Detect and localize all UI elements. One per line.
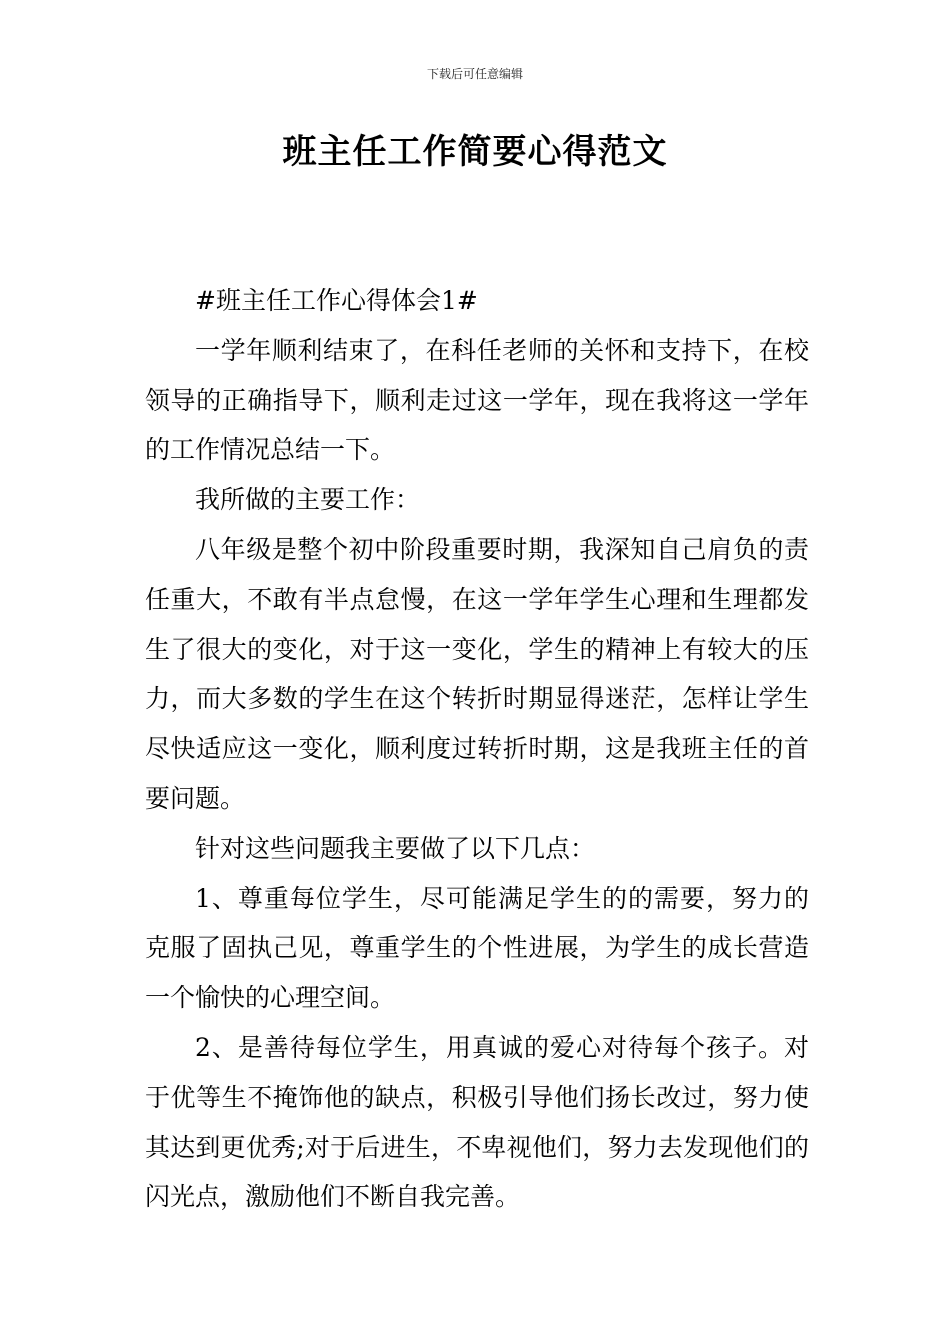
paragraph-main-work-heading: 我所做的主要工作： <box>195 485 421 515</box>
section-heading: #班主任工作心得体会1# <box>195 286 478 315</box>
paragraph-grade-eight: 八年级是整个初中阶段重要时期，我深知自己肩负的责任重大，不敢有半点怠慢，在这一学年学生心理和生理都发生了很大的变化，对于这一变化，学生的精神上有较大的压力，而大多数的学生在这个转折时期显得迷茫，怎样让学生尽快适应这一变化，顺利度过转折时期，这是我班主任的首要问题。 <box>145 534 809 813</box>
document-body <box>145 276 809 1222</box>
paragraph-point-2: 2、是善待每位学生，用真诚的爱心对待每个孩子。对于优等生不掩饰他的缺点，积极引导他们扬长改过，努力使其达到更优秀;对于后进生，不卑视他们，努力去发现他们的闪光点，激励他们不断自我完善。 <box>145 1032 809 1212</box>
header-note: 下载后可任意编辑 <box>426 67 523 81</box>
paragraph-points-heading: 针对这些问题我主要做了以下几点： <box>195 833 596 863</box>
paragraph-intro: 一学年顺利结束了，在科任老师的关怀和支持下，在校领导的正确指导下，顺利走过这一学年，现在我将这一学年的工作情况总结一下。 <box>145 335 809 465</box>
document-title: 班主任工作简要心得范文 <box>282 132 668 172</box>
paragraph-point-1: 1、尊重每位学生，尽可能满足学生的的需要，努力的克服了固执己见，尊重学生的个性进展，为学生的成长营造一个愉快的心理空间。 <box>145 883 809 1013</box>
